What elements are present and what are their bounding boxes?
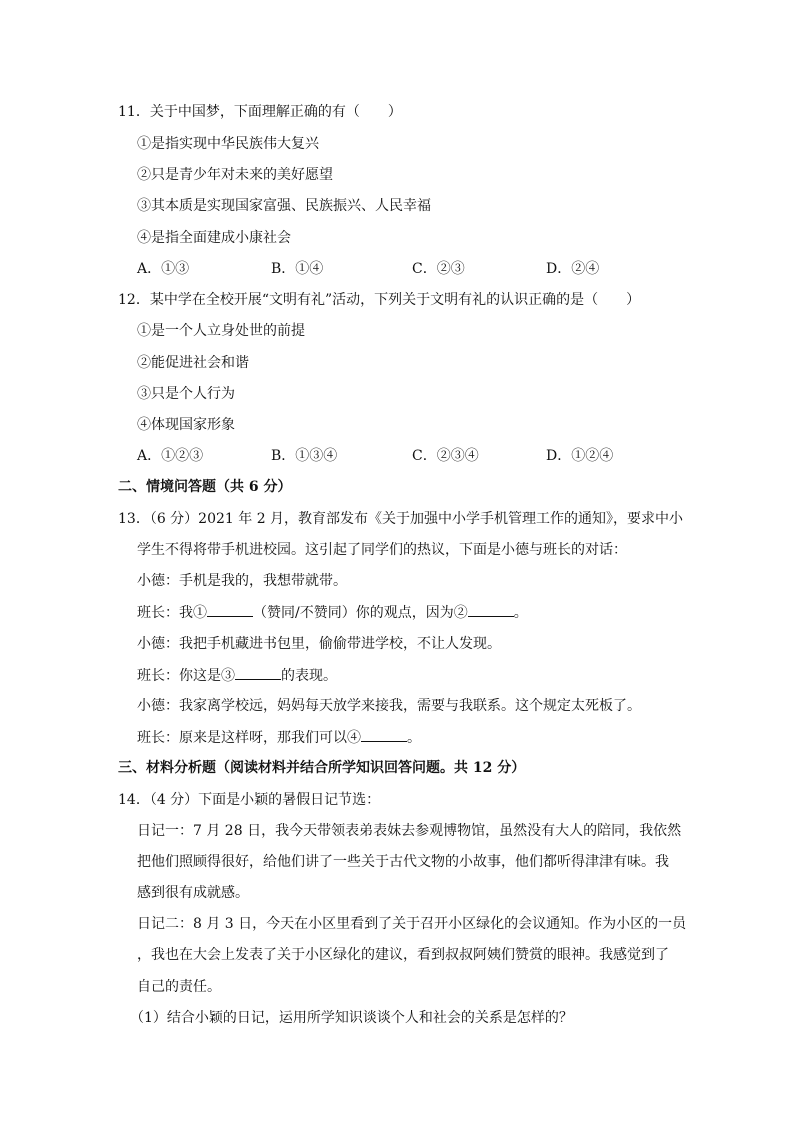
section-3-heading: 三、材料分析题（阅读材料并结合所学知识回答问题。共 12 分）: [118, 760, 526, 776]
q12-item-4: ④体现国家形象: [137, 417, 235, 433]
answer-blank-4[interactable]: [361, 727, 407, 742]
q12-option-a[interactable]: A．①②③: [137, 448, 204, 464]
q12-item-1: ①是一个人立身处世的前提: [137, 323, 305, 339]
q14-stem: 14．（4 分）下面是小颖的暑假日记节选：: [118, 792, 381, 808]
q13-dialogue-6: [137, 727, 421, 748]
q13-dialogue-2-part-a: 班长：我①: [137, 605, 207, 621]
q13-dialogue-6-part-b: 。: [407, 730, 421, 746]
q13-dialogue-1: 小德：手机是我的，我想带就带。: [137, 573, 347, 589]
q13-dialogue-6-part-a: 班长：原来是这样呀，那我们可以④: [137, 730, 361, 746]
q11-item-1: ①是指实现中华民族伟大复兴: [137, 136, 319, 152]
q14-diary-2-line-3: 自己的责任。: [137, 979, 221, 995]
q14-diary-1-line-3: 感到很有成就感。: [137, 885, 249, 901]
section-2-heading: 二、情境问答题（共 6 分）: [118, 479, 292, 495]
q13-dialogue-2-part-c: 。: [513, 605, 528, 621]
q12-option-b[interactable]: B．①③④: [271, 448, 338, 464]
answer-blank-2[interactable]: [468, 602, 514, 617]
q11-stem: 11．关于中国梦，下面理解正确的有（ ）: [118, 104, 402, 120]
q13-dialogue-3: 小德：我把手机藏进书包里，偷偷带进学校，不让人发现。: [137, 636, 501, 652]
q13-dialogue-4: [137, 665, 337, 686]
q14-diary-1-line-1: 日记一：7 月 28 日，我今天带领表弟表妹去参观博物馆，虽然没有大人的陪同，我依然: [137, 823, 682, 839]
q13-dialogue-4-part-a: 班长：你这是③: [137, 668, 235, 684]
q11-option-d[interactable]: D．②④: [546, 261, 600, 277]
q11-option-c[interactable]: C．②③: [412, 261, 465, 277]
q12-option-c[interactable]: C．②③④: [412, 448, 479, 464]
q13-dialogue-2-part-b: （赞同/不赞同）你的观点，因为②: [253, 605, 468, 621]
q12-option-d[interactable]: D．①②④: [546, 448, 614, 464]
q13-dialogue-4-part-b: 的表现。: [281, 668, 337, 684]
q13-dialogue-5: 小德：我家离学校远，妈妈每天放学来接我，需要与我联系。这个规定太死板了。: [137, 698, 641, 714]
q12-stem: 12．某中学在全校开展“文明有礼”活动，下列关于文明有礼的认识正确的是（ ）: [118, 292, 641, 308]
q13-stem-line-1: 13．（6 分）2021 年 2 月，教育部发布《关于加强中小学手机管理工作的通知》，要求中小: [118, 511, 684, 527]
q11-item-2: ②只是青少年对未来的美好愿望: [137, 167, 333, 183]
q11-option-a[interactable]: A．①③: [137, 261, 190, 277]
q14-subquestion-1: （1）结合小颖的日记，运用所学知识谈谈个人和社会的关系是怎样的？: [130, 1010, 573, 1026]
q13-dialogue-2: [137, 602, 528, 623]
q11-item-3: ③其本质是实现国家富强、民族振兴、人民幸福: [137, 198, 431, 214]
q14-diary-1-line-2: 把他们照顾得很好，给他们讲了一些关于古代文物的小故事，他们都听得津津有味。我: [137, 854, 669, 870]
q12-item-3: ③只是个人行为: [137, 386, 235, 402]
answer-blank-3[interactable]: [235, 665, 281, 680]
q12-item-2: ②能促进社会和谐: [137, 355, 249, 371]
q14-diary-2-line-2: ，我也在大会上发表了关于小区绿化的建议，看到叔叔阿姨们赞赏的眼神。我感觉到了: [137, 947, 669, 963]
q11-option-b[interactable]: B．①④: [271, 261, 324, 277]
q13-stem-line-2: 学生不得将带手机进校园。这引起了同学们的热议，下面是小德与班长的对话：: [137, 542, 627, 558]
q11-item-4: ④是指全面建成小康社会: [137, 230, 291, 246]
answer-blank-1[interactable]: [207, 602, 253, 617]
q14-diary-2-line-1: 日记二：8 月 3 日，今天在小区里看到了关于召开小区绿化的会议通知。作为小区的一员: [137, 916, 687, 932]
